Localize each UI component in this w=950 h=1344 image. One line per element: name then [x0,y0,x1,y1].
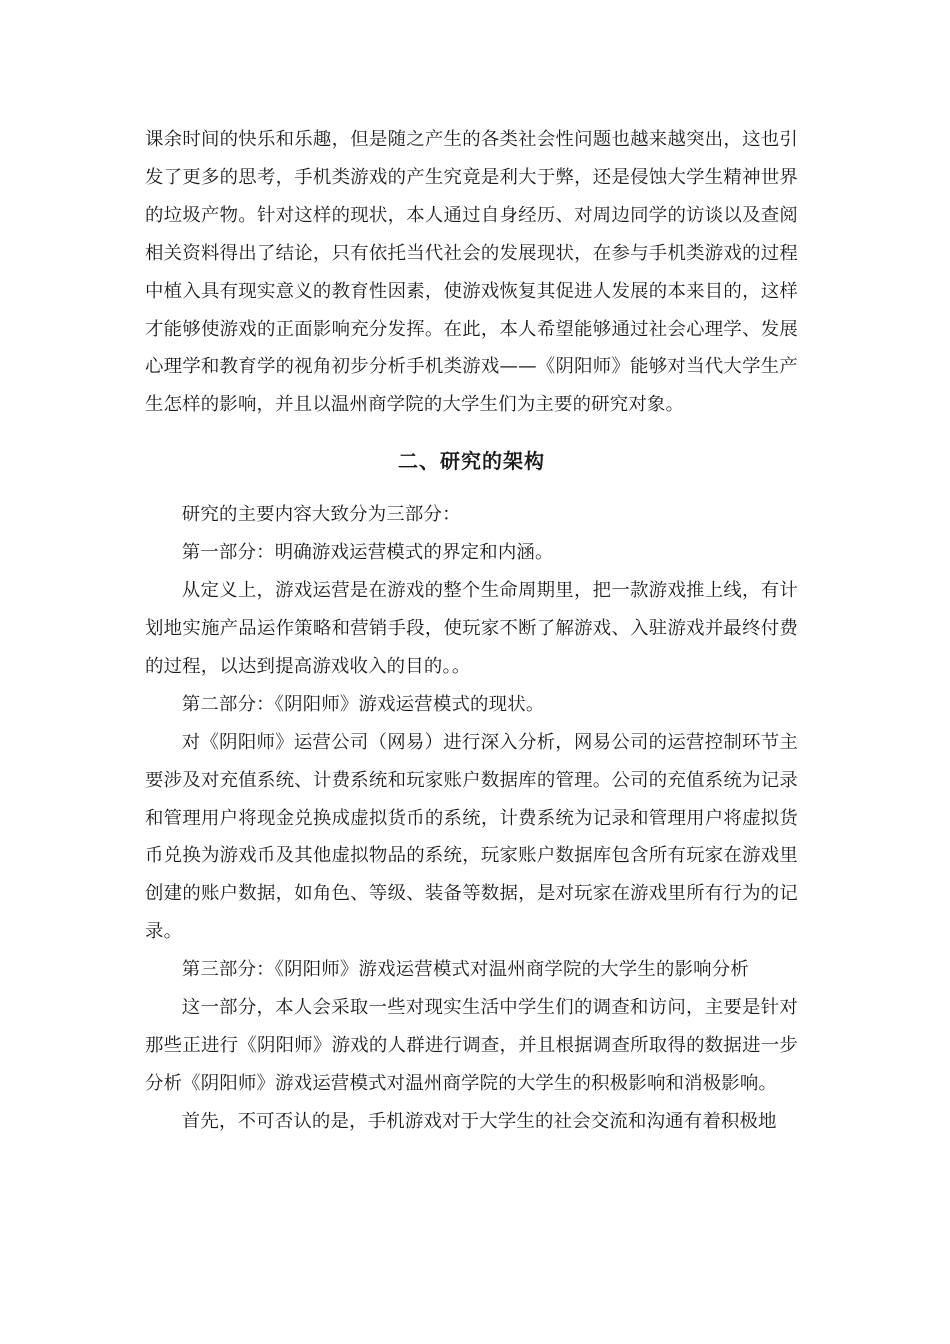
page-content [145,121,798,1141]
body-paragraph: 从定义上，游戏运营是在游戏的整个生命周期里，把一款游戏推上线，有计划地实施产品运作策略和营销手段，使玩家不断了解游戏、入驻游戏并最终付费的过程，以达到提高游戏收入的目的。。 [145,580,798,677]
body-paragraph: 这一部分，本人会采取一些对现实生活中学生们的调查和访问，主要是针对那些正进行《阴阳师》游戏的人群进行调查，并且根据调查所取得的数据进一步分析《阴阳师》游戏运营模式对温州商学院的大学生的积极影响和消极影响。 [145,997,798,1094]
body-paragraph: 首先，不可否认的是，手机游戏对于大学生的社会交流和沟通有着积极地 [181,1110,777,1132]
spacer [145,480,798,496]
section-heading: 二、研究的架构 [398,449,545,474]
body-paragraph: 对《阴阳师》运营公司（网易）进行深入分析，网易公司的运营控制环节主要涉及对充值系统、计费系统和玩家账户数据库的管理。公司的充值系统为记录和管理用户将现金兑换成虚拟货币的系统，计费系统为记录和管理用户将虚拟货币兑换为游戏币及其他虚拟物品的系统，玩家账户数据库包含所有玩家在游戏里创建的账户数据，如角色、等级、装备等数据，是对玩家在游戏里所有行为的记录。 [145,731,798,943]
body-paragraph: 第一部分：明确游戏运营模式的界定和内涵。 [181,542,554,564]
body-paragraph: 研究的主要内容大致分为三部分： [181,504,461,526]
body-paragraph: 第三部分：《阴阳师》游戏运营模式对温州商学院的大学生的影响分析 [181,959,749,981]
body-paragraph: 第二部分：《阴阳师》游戏运营模式的现状。 [181,693,545,715]
intro-paragraph: 课余时间的快乐和乐趣，但是随之产生的各类社会性问题也越来越突出，这也引发了更多的思考，手机类游戏的产生究竟是利大于弊，还是侵蚀大学生精神世界的垃圾产物。针对这样的现状，本人通过自身经历、对周边同学的访谈以及查阅相关资料得出了结论，只有依托当代社会的发展现状，在参与手机类游戏的过程中植入具有现实意义的教育性因素，使游戏恢复其促进人发展的本来目的，这样才能够使游戏的正面影响充分发挥。在此，本人希望能够通过社会心理学、发展心理学和教育学的视角初步分析手机类游戏——《阴阳师》能够对当代大学生产生怎样的影响，并且以温州商学院的大学生们为主要的研究对象。 [145,129,798,416]
spacer [145,424,798,442]
